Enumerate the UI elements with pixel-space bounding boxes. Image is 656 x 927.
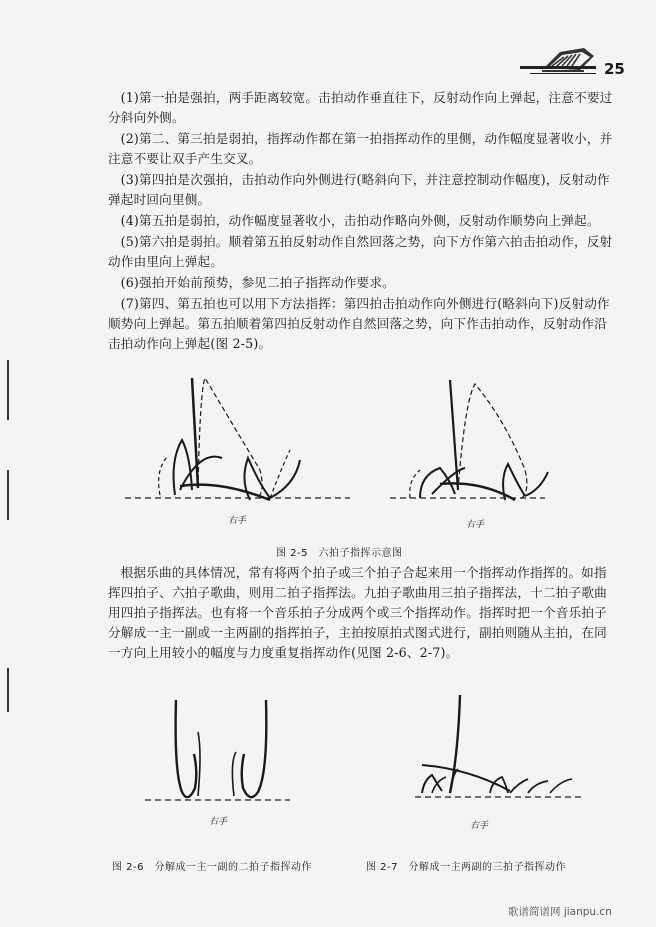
- page-number: 25: [604, 60, 625, 78]
- figure-2-6-diagram: [140, 692, 300, 807]
- header-rule: [520, 66, 596, 69]
- site-watermark: 歌谱简谱网 jianpu.cn: [508, 906, 612, 918]
- paragraph: (7)第四、第五拍也可以用下方法指挥：第四拍击拍动作向外侧进行(略斜向下)反射动作顺势向上弹起。第五拍顺着第四拍反射动作自然回落之势，向下作击拍动作，反射动作沿击拍动作向上弹起(图 2-5)。: [108, 296, 610, 351]
- scan-margin-mark: [7, 470, 9, 520]
- explanation-paragraph: [108, 563, 618, 664]
- figure-2-5-right-label: 右手: [466, 520, 485, 530]
- paragraph: 根据乐曲的具体情况，常有将两个拍子或三个拍子合起来用一个指挥动作指挥的。如指挥四拍子、六拍子歌曲，则用二拍子指挥法。九拍子歌曲用三拍子指挥法，十二拍子歌曲用四拍子指挥法。也有将一个音乐拍子分成两个或三个指挥动作。指挥时把一个音乐拍子分解成一主一副或一主两副的指挥拍子，主拍按原拍式图式进行，副拍则随从主拍，在同一方向上用较小的幅度与力度重复指挥动作(见图 2-6、2-7)。: [108, 565, 607, 660]
- scan-margin-mark: [7, 360, 9, 420]
- figure-2-7-diagram: [410, 685, 590, 805]
- paragraph: (4)第五拍是弱拍，动作幅度显著收小，击拍动作略向外侧，反射动作顺势向上弹起。: [120, 213, 600, 228]
- paragraph: (6)强拍开始前预势，参见二拍子指挥动作要求。: [120, 275, 395, 290]
- figure-2-5-diagram: [120, 360, 560, 530]
- paragraph: (5)第六拍是弱拍。顺着第五拍反射动作自然回落之势，向下方作第六拍击拍动作，反射动作由里向上弹起。: [108, 234, 613, 269]
- figure-2-5-caption: 图 2-5 六拍子指挥示意图: [276, 548, 403, 559]
- header-rule-thin: [530, 73, 596, 74]
- paragraph: (3)第四拍是次强拍，击拍动作向外侧进行(略斜向下，并注意控制动作幅度)，反射动作弹起时回向里侧。: [108, 172, 610, 207]
- figure-2-7-caption: 图 2-7 分解成一主两副的三拍子指挥动作: [366, 862, 567, 873]
- figure-2-6-label: 右手: [209, 817, 228, 827]
- figure-2-6-caption: 图 2-6 分解成一主一副的二拍子指挥动作: [112, 862, 313, 873]
- paragraph: (1)第一拍是强拍，两手距离较宽。击拍动作垂直往下，反射动作向上弹起，注意不要过分斜向外侧。: [108, 90, 613, 125]
- scan-margin-mark: [7, 668, 9, 712]
- figure-2-5-left-label: 右手: [228, 516, 247, 526]
- piano-keys-icon: [540, 44, 596, 74]
- figure-2-7-label: 右手: [470, 821, 489, 831]
- paragraph: (2)第二、第三拍是弱拍，指挥动作都在第一拍指挥动作的里侧，动作幅度显著收小，并注意不要让双手产生交叉。: [108, 131, 613, 166]
- numbered-instructions: [108, 88, 618, 355]
